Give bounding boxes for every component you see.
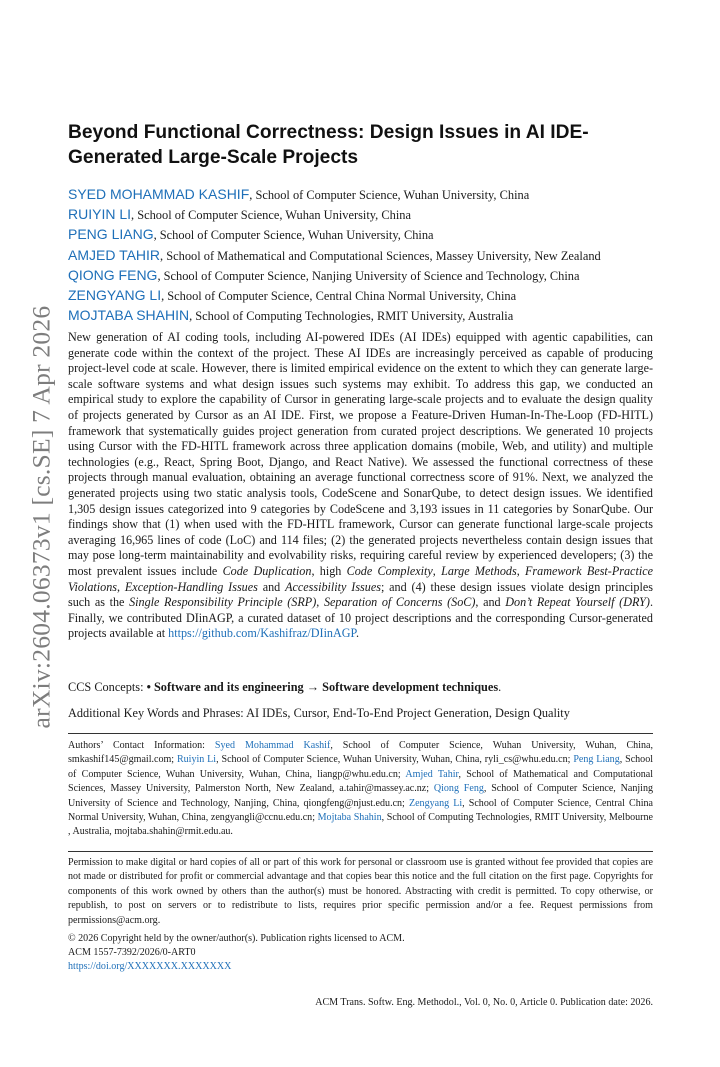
abstract-emphasis: Separation of Concerns (SoC) [323, 595, 476, 610]
contact-author-link[interactable]: Syed Mohammad Kashif [214, 740, 331, 751]
abstract-text: . Finally, we contributed DIinAGP, a curated dataset of 10 project descriptions and the corresponding Cursor-generated projects available at [68, 595, 654, 641]
author-affiliation: , School of Computer Science, Wuhan University, China [249, 188, 530, 202]
abstract-emphasis: Large Methods [441, 563, 517, 578]
author-entry [68, 246, 653, 266]
contact-author-link[interactable]: Amjed Tahir [405, 768, 459, 780]
arxiv-stamp-text: arXiv:2604.06373v1 [cs.SE] 7 Apr 2026 [26, 305, 56, 729]
author-affiliation: , School of Computer Science, Central China Normal University, China [161, 289, 517, 304]
author-affiliation: , School of Computing Technologies, RMIT University, Australia [189, 309, 514, 324]
journal-footer: ACM Trans. Softw. Eng. Methodol., Vol. 0, No. 0, Article 0. Publication date: 2026. [315, 997, 653, 1008]
contact-author-link[interactable]: Zengyang Li [408, 797, 463, 809]
abstract-text: , high [311, 563, 347, 578]
author-entry [68, 286, 653, 306]
divider [68, 851, 653, 852]
abstract-emphasis: Framework Best-Practice Violations [68, 563, 653, 594]
divider [68, 733, 653, 734]
contact-author-link[interactable]: Ruiyin Li [176, 754, 217, 766]
contact-details: , School of Computer Science, Wuhan University, Wuhan, China, smkashif145@gmail.com; [68, 740, 653, 766]
contact-details: , School of Mathematical and Computational Sciences, Massey University, Palmerston North, New Zealand, a.tahir@massey.ac.nz; [68, 768, 653, 795]
ccs-concepts [68, 679, 653, 695]
contact-prefix: Authors’ Contact Information: [68, 740, 215, 751]
author-name[interactable]: QIONG FENG [68, 266, 158, 283]
abstract-emphasis: Don’t Repeat Yourself (DRY) [505, 595, 650, 610]
author-entry [68, 306, 653, 326]
author-entry [68, 205, 653, 225]
abstract-text: New generation of AI coding tools, including AI-powered IDEs (AI IDEs) equipped with agentic capabilities, can generate code within the context of the project. These AI IDEs are increasingly perceived as capable of producing project-level code at scale. However, there is limited empirical evidence on the extent to which they can generate large-scale software systems and what design issues such systems may exhibit. To address this gap, we conducted an empirical study to explore the capability of Cursor in generating large-scale projects and to evaluate the design quality of projects generated by Cursor as an AI IDE. First, we propose a Feature-Driven Human-In-The-Loop (FD-HITL) framework that systematically guides project generation from curated project descriptions. We generated 10 projects using Cursor with the FD-HITL framework across three application domains (mobile, Web, and utility) and multiple technologies (e.g., React, Spring Boot, Django, and React Native). We assessed the functional correctness of these projects through manual evaluation, obtaining an average functional correctness score of 91%. Next, we analyzed the generated projects using two static analysis tools, CodeScene and SonarQube, to detect design issues. We identified 1,305 design issues categorized into 9 categories by CodeScene and 3,193 issues in 11 categories by SonarQube. Our findings show that (1) when used with the FD-HITL framework, Cursor can generate functional large-scale projects averaging 16,965 lines of code (LoC) and 114 files; (2) the generated projects nevertheless contain design issues that may pose long-term maintainability and evolvability risks, requiring careful review by experienced developers; (3) the most prevalent issues include [68, 330, 653, 578]
contact-details: , School of Computer Science, Central China Normal University, Wuhan, China, zengyangli@ccnu.edu.cn; [68, 797, 653, 824]
abstract-text: ; and (4) these design issues violate design principles such as the [68, 579, 653, 610]
contact-information [68, 739, 653, 840]
contact-author-link[interactable]: Peng Liang [573, 754, 620, 766]
author-name[interactable]: MOJTABA SHAHIN [68, 307, 190, 324]
ccs-label: CCS Concepts: [68, 680, 147, 694]
contact-details: , School of Computing Technologies, RMIT University, Melbourne , Australia, mojtaba.shahin@rmit.edu.au. [68, 812, 653, 838]
abstract-emphasis: Accessibility Issues [285, 579, 381, 594]
contact-details: , School of Computer Science, Wuhan University, Wuhan, China, liangp@whu.edu.cn; [68, 754, 654, 780]
author-entry [68, 266, 653, 286]
abstract-emphasis: Code Complexity [346, 563, 433, 578]
author-list [68, 185, 653, 326]
author-name[interactable]: AMJED TAHIR [68, 246, 161, 263]
author-name[interactable]: PENG LIANG [68, 226, 154, 243]
abstract-text: , [316, 595, 324, 610]
abstract-text: . [355, 626, 359, 641]
doi-link[interactable]: https://doi.org/XXXXXXX.XXXXXXX [68, 961, 232, 972]
author-affiliation: , School of Computer Science, Wuhan University, China [131, 208, 411, 223]
author-entry [68, 185, 653, 205]
ccs-concept: • Software and its engineering → Software development techniques [146, 680, 499, 694]
dataset-link[interactable]: https://github.com/Kashifraz/DIinAGP [168, 626, 356, 641]
abstract-emphasis: Single Responsibility Principle (SRP) [129, 595, 317, 610]
abstract-text: and [257, 579, 286, 594]
contact-author-link[interactable]: Mojtaba Shahin [317, 812, 382, 824]
author-name[interactable]: RUIYIN LI [68, 206, 132, 223]
author-affiliation: , School of Mathematical and Computational Sciences, Massey University, New Zealand [160, 248, 601, 263]
abstract-text: , [432, 563, 442, 578]
contact-details: , School of Computer Science, Wuhan University, Wuhan, China, ryli_cs@whu.edu.cn; [216, 754, 574, 766]
author-entry [68, 225, 653, 245]
author-name[interactable]: ZENGYANG LI [68, 287, 162, 304]
abstract-text: , [516, 563, 525, 578]
contact-details: , School of Computer Science, Nanjing University of Science and Technology, Nanjing, China, qiongfeng@njust.edu.cn; [68, 783, 653, 809]
ccs-end: . [498, 680, 502, 694]
abstract [68, 330, 653, 642]
abstract-text: , [117, 579, 125, 594]
arxiv-stamp [26, 286, 56, 748]
author-affiliation: , School of Computer Science, Nanjing University of Science and Technology, China [157, 268, 580, 283]
copyright-line: © 2026 Copyright held by the owner/author(s). Publication rights licensed to ACM. [68, 933, 405, 944]
author-name[interactable]: SYED MOHAMMAD KASHIF [68, 186, 250, 202]
author-affiliation: , School of Computer Science, Wuhan University, China [153, 228, 434, 243]
abstract-emphasis: Exception-Handling Issues [124, 579, 258, 594]
issn-line: ACM 1557-7392/2026/0-ART0 [68, 947, 196, 958]
contact-author-link[interactable]: Qiong Feng [433, 783, 484, 795]
paper-title: Beyond Functional Correctness: Design Issues in AI IDE-Generated Large-Scale Projects [68, 122, 589, 168]
permission-notice: Permission to make digital or hard copies of all or part of this work for personal or classroom use is granted without fee provided that copies are not made or distributed for profit or commercial advantage and that copies bear this notice and the full citation on the first page. Copyrights for components of this work owned by others than the author(s) must be honored. Abstracting with credit is permitted. To copy otherwise, or republish, to post on servers or to redistribute to lists, requires prior specific permission and/or a fee. Request permissions from permissions@acm.org. [68, 857, 653, 926]
abstract-text: , and [475, 595, 506, 610]
keywords: Additional Key Words and Phrases: AI IDEs, Cursor, End-To-End Project Generation, Design Quality [68, 706, 570, 720]
abstract-emphasis: Code Duplication [222, 563, 312, 578]
